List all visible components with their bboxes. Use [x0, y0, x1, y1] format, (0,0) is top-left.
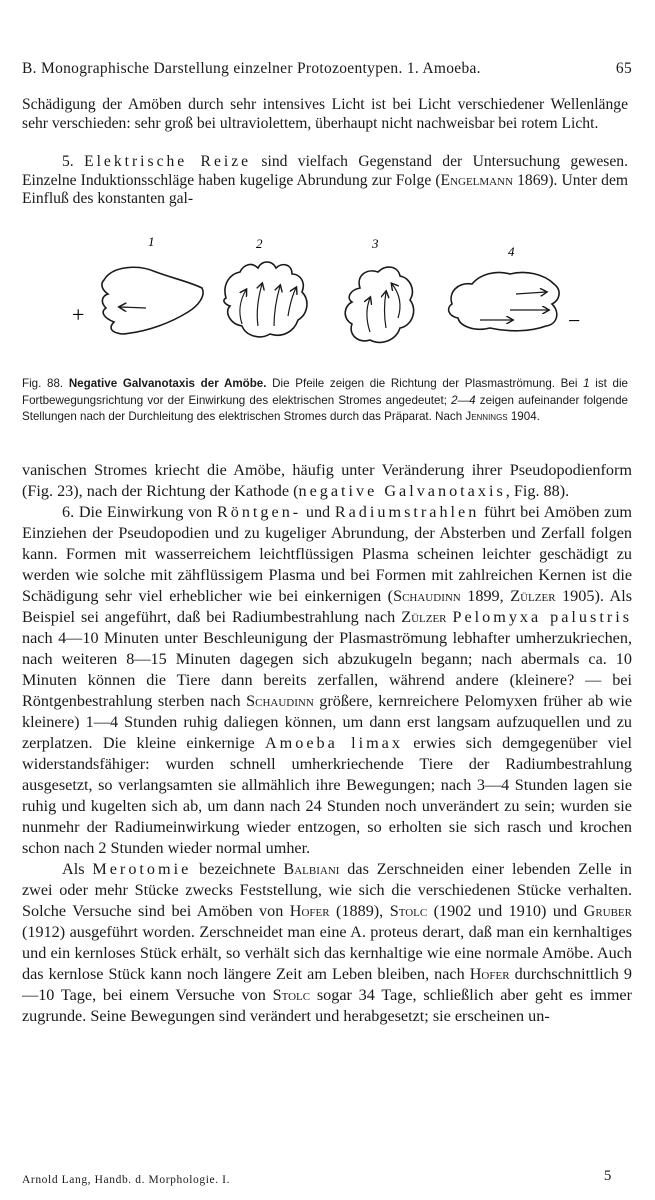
author-name: Zülzer	[401, 608, 447, 626]
emphasized-term: Elektrische Reize	[84, 153, 252, 170]
plasma-flow-arrow	[516, 292, 546, 294]
author-name: Hofer	[289, 902, 330, 920]
text-run: 1905). Als Beispiel sei angeführt, daß bei Radiumbestrahlung nach	[22, 587, 632, 626]
text-run: vanischen Stromes kriecht die Amöbe, häufig unter Veränderung ihrer Pseudopodienform (Fig. 23), nach der Richtung der Kathode (	[22, 461, 632, 500]
caption-ref: 1	[583, 377, 590, 390]
text-run: nach 4—10 Minuten unter Beschleunigung der Plasmaströmung lebhafter umherzukriechen, nach weiteren 8—15 Minuten dagegen sich abzukugeln begann; nach abermals ca. 10 Minuten können die Tiere dann bereits zerfallen, während andere (kleinere? — bei Röntgenbestrahlung sterben nach	[22, 629, 632, 710]
text-run: größere, kernreichere Pelomyxen früher ab wie kleinere) 1—4 Stunden ruhig daliegen können, um dann erst langsam aufzuquellen und zu zerplatzen. Die kleine einkernige	[22, 692, 632, 752]
paragraph-electric-stimuli	[22, 153, 628, 209]
text-run: (1889),	[329, 902, 390, 920]
text-run: sind vielfach Gegenstand der Untersuchung gewesen. Einzelne Induktionsschläge haben kugelige Abrundung zur Folge (	[22, 153, 628, 189]
plasma-flow-arrow	[392, 284, 400, 318]
text-run: das Zerschneiden einer lebenden Zelle in zwei oder mehr Stücke zwecks Feststellung, wie sich die verschiedenen Stücke verhalten. Solche Versuche sind bei Amöben von	[22, 860, 633, 920]
author-name: Engelmann	[440, 171, 514, 189]
species-name: Amoeba limax	[264, 734, 403, 752]
emphasized-term: Röntgen-	[216, 503, 302, 521]
author-name: Stolc	[272, 986, 311, 1004]
plasma-flow-arrow	[385, 292, 387, 328]
page-footer	[22, 1168, 612, 1192]
text-run: 1904.	[507, 410, 540, 424]
text-run: führt bei Amöben zum Einziehen der Pseudopodien und zu kugeliger Abrundung, der Absterben und Zerfall folgen kann. Formen mit wasserreichem leichtflüssigen Plasma scheinen leichter geschädigt zu werden wie solche mit zähflüssigem Plasma und bei Formen mit zahlreichen Kernen ist die Schädigung sehr viel erheblicher wie bei einkernigen (	[22, 503, 632, 605]
page-number: 65	[615, 60, 632, 77]
emphasized-term: negative Galvanotaxis	[298, 482, 506, 500]
author-name: Jennings	[465, 410, 508, 424]
plasma-flow-arrow	[274, 286, 280, 326]
text-run: (1912) ausgeführt worden. Zerschneidet man eine A. proteus derart, daß man ein kernhaltiges und ein kernloses Stück erhält, so verhält sich das kernhaltige wie eine normale Amöbe. Auch das kernlose Stück kann noch längere Zeit am Leben bleiben, nach	[22, 923, 632, 983]
paragraph-light-damage: Schädigung der Amöben durch sehr intensives Licht ist bei Licht verschiedener Wellenlänge sehr verschieden: sehr groß bei ultraviolettem, überhaupt nicht nachweisbar bei rotem Licht.	[22, 96, 628, 132]
figure-label-3: 3	[372, 236, 379, 251]
figure-label-2: 2	[256, 236, 263, 251]
running-header	[22, 60, 632, 86]
author-name: Balbiani	[283, 860, 340, 878]
text-run: durchschnittlich 9—10 Tage, bei einem Versuche von	[22, 965, 632, 1004]
plasma-flow-arrow	[240, 290, 246, 324]
plasma-flow-arrow	[288, 288, 296, 316]
text-run: Die Pfeile zeigen die Richtung der Plasmaströmung. Bei	[266, 377, 584, 390]
plasma-flow-arrow	[257, 284, 262, 326]
text-run: 1869). Unter dem Einfluß des konstanten gal-	[22, 171, 628, 208]
caption-title: Negative Galvanotaxis der Amöbe.	[68, 377, 267, 390]
figure-caption	[22, 376, 628, 426]
amoeba-outline-2	[224, 262, 307, 337]
amoeba-outline-4	[449, 272, 559, 330]
section-number: 6. Die Einwirkung von	[62, 503, 217, 521]
text-run: ist die Fortbewegungsrichtung vor der Einwirkung des elektrischen Stromes angedeutet;	[22, 377, 628, 407]
main-text	[22, 460, 632, 1027]
author-name: Zülzer	[510, 587, 556, 605]
figure-88-galvanotaxis	[60, 228, 600, 378]
emphasized-term: Merotomie	[92, 860, 192, 878]
figure-label-4: 4	[508, 244, 515, 259]
text-run: bezeichnete	[191, 860, 284, 878]
amoeba-outline-3	[345, 267, 413, 342]
plasma-flow-arrow	[120, 307, 146, 308]
caption-ref: 2—4	[451, 393, 476, 407]
text-run: zeigen aufeinander folgende Stellungen nach der Durchleitung des elektrischen Stromes durch das Präparat. Nach	[22, 393, 629, 424]
author-name: Stolc	[389, 902, 428, 920]
text-run: Als	[62, 860, 93, 878]
footer-source: Arnold Lang, Handb. d. Morphologie. I.	[22, 1174, 231, 1186]
running-title: B. Monographische Darstellung einzelner Protozoentypen. 1. Amoeba.	[22, 60, 481, 77]
figure-label-1: 1	[148, 234, 155, 249]
author-name: Gruber	[583, 902, 632, 920]
signature-mark: 5	[603, 1168, 612, 1184]
plasma-flow-arrow	[367, 298, 370, 332]
paragraph-radiation	[22, 502, 632, 859]
emphasized-term: Radiumstrahlen	[334, 503, 480, 521]
section-number: 5.	[62, 153, 85, 170]
cathode-minus-sign: −	[568, 308, 581, 333]
text-run: erwies sich demgegenüber viel widerstandsfähiger: wurden schnell umherkriechende Tiere der Radiumbestrahlung ausgesetzt, so verlangsamten sie allmählich ihre Bewegungen; nach 3—4 Stunden lagen sie ruhig und kugelten sich ab, um dann nach 24 Stunden noch unverändert zu sein; wurden sie nunmehr der Radiumeinwirkung wieder entzogen, so erholten sie sich rasch und krochen schon nach 2 Stunden wieder normal umher.	[22, 734, 632, 857]
text-run: sogar 34 Tage, schließlich aber geht es immer zugrunde. Seine Bewegungen sind verändert und herabgesetzt; sie erscheinen un-	[22, 986, 632, 1025]
author-name: Hofer	[469, 965, 510, 983]
text-run: (1902 und 1910) und	[427, 902, 584, 920]
author-name: Schaudinn	[246, 692, 314, 710]
anode-plus-sign: +	[72, 302, 85, 327]
amoeba-outline-1	[102, 267, 203, 334]
paragraph-merotomy	[22, 859, 632, 1027]
caption-figure-number: Fig. 88.	[22, 377, 64, 390]
species-name: Pelomyxa palustris	[452, 608, 633, 626]
paragraph-galvanotaxis	[22, 460, 632, 502]
text-run: 1899,	[460, 587, 511, 605]
text-run: , Fig. 88).	[505, 482, 570, 500]
author-name: Schaudinn	[393, 587, 461, 605]
text-run: und	[301, 503, 335, 521]
